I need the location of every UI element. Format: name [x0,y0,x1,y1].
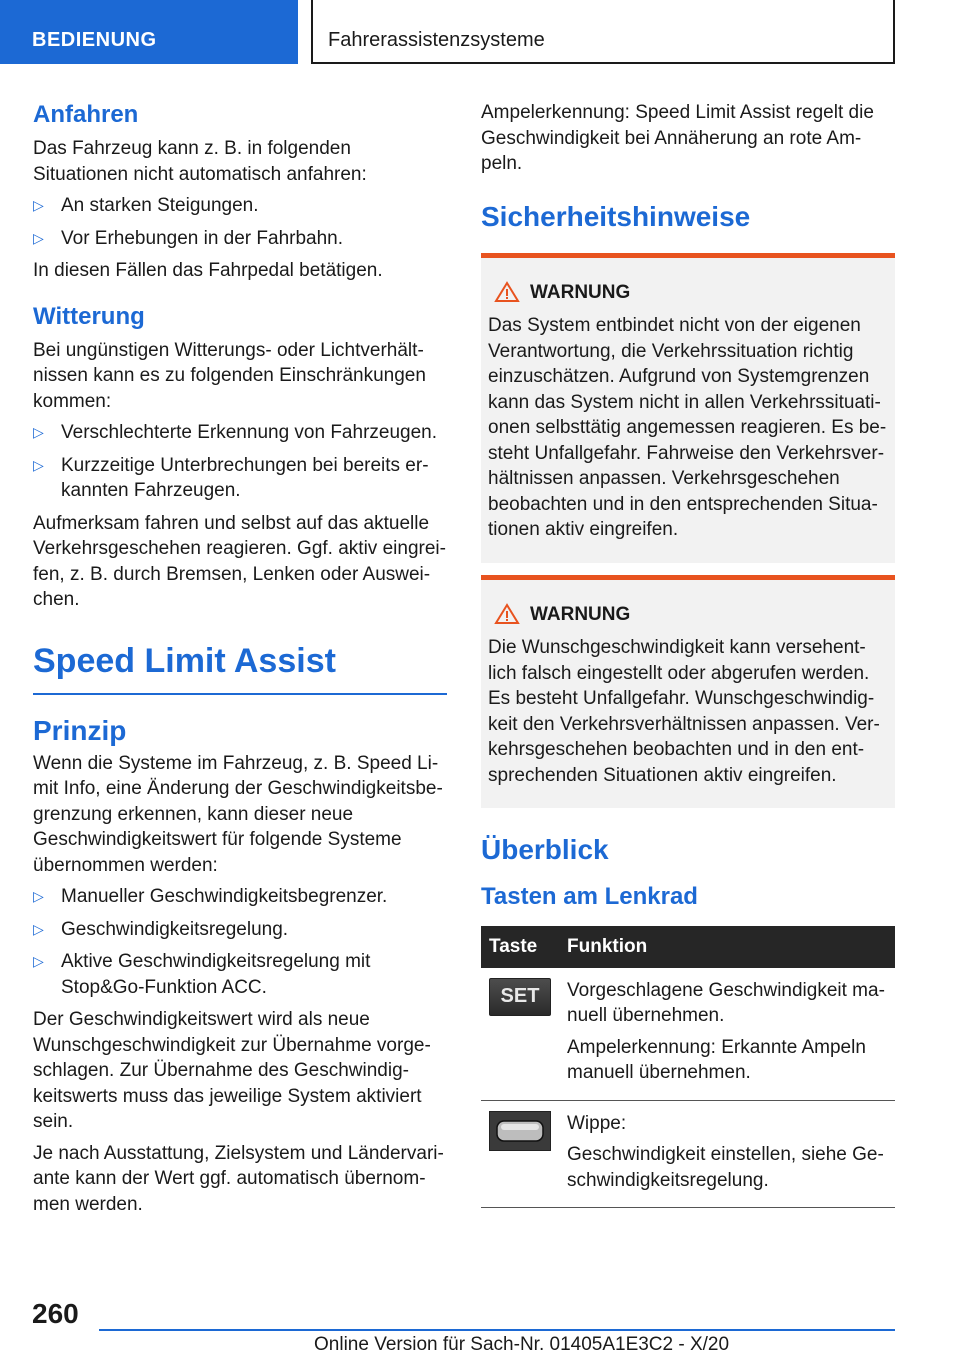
heading-sicherheitshinweise: Sicherheitshinweise [481,200,751,232]
warning-box [481,575,895,809]
anfahren-outro: In diesen Fällen das Fahrpedal betätigen. [33,260,383,281]
heading-ueberblick: Überblick [481,834,609,865]
heading-speed-limit-assist: Speed Limit Assist [33,639,447,695]
prinzip-intro: Wenn die Systeme im Fahrzeug, z. B. Speed Limit Info, eine Änderung der Geschwindigkeitsbegrenzung erkennen, kann dieser neue Geschwindigkeitswert für folgende Systeme übernommen werden: [33,752,443,876]
warning-title: WARNUNG [488,280,887,306]
heading-prinzip: Prinzip [33,714,127,746]
table-row: Wippe: Geschwindigkeit einstellen, siehe Geschwindigkeitsregelung. [481,1100,895,1208]
triangle-bullet-icon: ▷ [33,424,44,440]
triangle-bullet-icon: ▷ [33,888,44,904]
witterung-intro: Bei ungünstigen Witterungs- oder Lichtverhältnissen kann es zu folgenden Einschränkungen kommen: [33,339,426,412]
section-tab: BEDIENUNG [0,0,298,64]
list-item: ▷ Verschlechterte Erkennung von Fahrzeugen. [33,420,447,446]
ampel-paragraph: Ampelerkennung: Speed Limit Assist regelt die Geschwindigkeit bei Annäherung an rote Ampeln. [481,102,874,174]
list-item: ▷ Manueller Geschwindigkeitsbegrenzer. [33,884,447,910]
page-number: 260 [32,1298,79,1329]
rocker-switch-icon [489,1111,551,1151]
prinzip-paragraph-2: Je nach Ausstattung, Zielsystem und Ländervariante kann der Wert ggf. automatisch übernommen werden. [33,1142,444,1215]
left-column [33,100,447,1223]
list-item: ▷ Geschwindigkeitsregelung. [33,917,447,943]
heading-witterung: Witterung [33,302,145,330]
list-item: ▷ An starken Steigungen. [33,193,447,219]
table-header-key: Taste [481,926,559,968]
chapter-title: Fahrerassistenzsysteme [311,0,895,64]
footer-text: Online Version für Sach-Nr. 01405A1E3C2 - X/20 [314,1334,730,1355]
set-button-icon: SET [489,978,551,1016]
triangle-bullet-icon: ▷ [33,197,44,213]
table-header-function: Funktion [559,926,895,968]
warning-text: Die Wunschgeschwindigkeit kann versehentlich falsch eingestellt oder abgerufen werden. Es besteht Unfallgefahr. Wunschgeschwindigkeit den Verkehrsverhältnissen anpassen. Verkehrsgeschehen beobachten und in den entsprechenden Situationen aktiv eingreifen. [488,637,880,786]
list-item: ▷ Aktive Geschwindigkeitsregelung mit Stop&Go-Funktion ACC. [33,951,371,998]
triangle-bullet-icon: ▷ [33,920,44,937]
warning-triangle-icon [494,281,520,303]
witterung-list [33,420,447,504]
list-item: ▷ Kurzzeitige Unterbrechungen bei bereits erkannten Fahrzeugen. [33,454,429,501]
warning-text: Das System entbindet nicht von der eigenen Verantwortung, die Verkehrssituation richtig einzuschätzen. Aufgrund von Systemgrenzen kann das System nicht in allen Verkehrssituationen selbsttätig angemessen reagieren. Es besteht Unfallgefahr. Fahrweise den Verkehrsverhältnissen anpassen. Verkehrsgeschehen beobachten und in den entsprechenden Situationen aktiv eingreifen. [488,315,887,540]
warning-title: WARNUNG [488,602,887,628]
warning-triangle-icon [494,603,520,625]
heading-tasten-am-lenkrad: Tasten am Lenkrad [481,883,698,910]
steering-buttons-table [481,926,895,1208]
triangle-bullet-icon: ▷ [33,953,44,969]
triangle-bullet-icon: ▷ [33,229,44,246]
anfahren-intro: Das Fahrzeug kann z. B. in folgenden Situationen nicht automatisch anfahren: [33,138,367,185]
list-item: ▷ Vor Erhebungen in der Fahrbahn. [33,226,447,252]
anfahren-list [33,193,447,251]
witterung-outro: Aufmerksam fahren und selbst auf das aktuelle Verkehrsgeschehen reagieren. Ggf. aktiv eingreifen, z. B. durch Bremsen, Lenken oder Ausweichen. [33,512,446,610]
triangle-bullet-icon: ▷ [33,456,44,473]
table-row: SET Vorgeschlagene Geschwindigkeit manuell übernehmen. Ampelerkennung: Erkannte Ampeln manuell übernehmen. [481,968,895,1101]
prinzip-list [33,884,447,1000]
heading-anfahren: Anfahren [33,101,139,128]
warning-box [481,253,895,563]
right-column [481,100,895,1208]
prinzip-paragraph-1: Der Geschwindigkeitswert wird als neue Wunschgeschwindigkeit zur Übernahme vorgeschlagen. Zur Übernahme des Geschwindigkeitswerts muss das jeweilige System aktiviert sein. [33,1009,431,1132]
footer-divider [99,1329,895,1331]
